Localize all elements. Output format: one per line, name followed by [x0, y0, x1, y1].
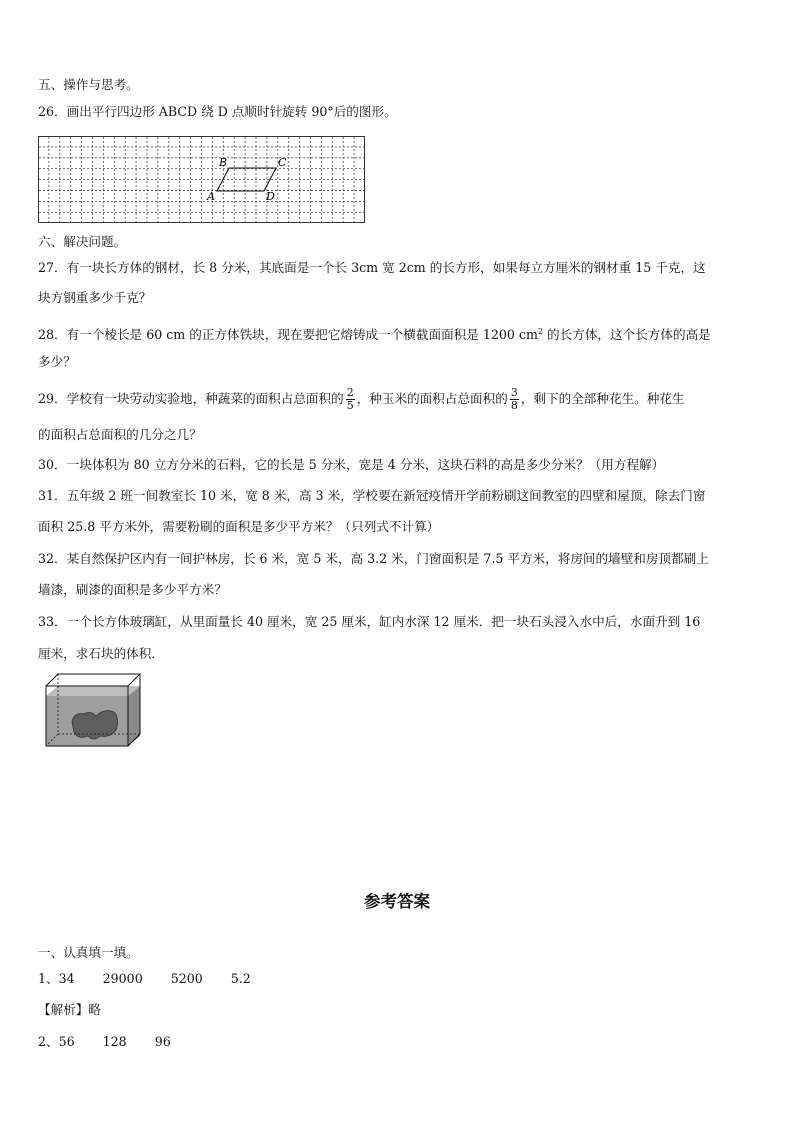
question-32-line-1 — [38, 550, 709, 568]
question-29-line-1 — [38, 382, 685, 416]
question-text: 一块体积为 80 立方分米的石料，它的长是 5 分米，宽是 4 分米，这块石料的高是多少分米？（用方程解） — [66, 457, 665, 472]
question-text: 有一个棱长是 60 cm 的正方体铁块，现在要把它熔铸成一个横截面面积是 1200 cm — [66, 327, 538, 343]
question-text: 一个长方体玻璃缸，从里面量长 40 厘米，宽 25 厘米，缸内水深 12 厘米．把一块石头浸入水中后，水面升到 16 — [66, 614, 701, 629]
question-33-line-1 — [38, 613, 700, 631]
answer-value: 29000 — [102, 971, 143, 986]
question-32-line-2: 墙漆，刷漆的面积是多少平方米？ — [38, 582, 227, 597]
superscript: 2 — [537, 327, 544, 336]
question-number: 32． — [38, 551, 67, 566]
vertex-label-b: B — [219, 156, 228, 169]
answer-value: 34 — [58, 971, 75, 986]
water-surface — [46, 686, 140, 696]
answer-value: 128 — [102, 1034, 127, 1049]
question-number: 27． — [38, 260, 67, 275]
glass-tank-figure — [44, 672, 144, 750]
stone-shape — [72, 711, 118, 739]
question-number: 26． — [38, 104, 67, 119]
answer-1 — [38, 968, 251, 987]
answer-number: 2、 — [38, 1034, 59, 1049]
question-26 — [38, 103, 397, 121]
vertex-label-a: A — [207, 190, 215, 203]
question-text: 有一块长方体的钢材，长 8 分米，其底面是一个长 3cm 宽 2cm 的长方形，如果每立方厘米的钢材重 15 千克，这 — [66, 260, 706, 275]
answers-title: 参考答案 — [364, 892, 430, 911]
answers-section-heading: 一、认真填一填。 — [38, 945, 139, 960]
question-number: 31． — [38, 488, 67, 503]
grid-lines — [39, 137, 364, 222]
grid-figure — [38, 136, 366, 224]
question-text: 画出平行四边形 ABCD 绕 D 点顺时针旋转 90°后的图形。 — [66, 104, 397, 119]
question-text: 学校有一块劳动实验地，种蔬菜的面积占总面积的 — [66, 391, 344, 406]
question-number: 33． — [38, 614, 67, 629]
question-29-line-2: 的面积占总面积的几分之几？ — [38, 427, 202, 442]
section-6-heading: 六、解决问题。 — [38, 234, 127, 249]
question-number: 28． — [38, 327, 67, 343]
question-text-2: ，种玉米的面积占总面积的 — [356, 391, 508, 406]
answer-2 — [38, 1031, 171, 1050]
question-30 — [38, 456, 664, 474]
answer-value: 5.2 — [230, 971, 251, 986]
answer-number: 1、 — [38, 971, 59, 986]
answer-value: 5200 — [170, 971, 203, 986]
question-text: 五年级 2 班一间教室长 10 米，宽 8 米，高 3 米，学校要在新冠疫情开学前粉刷这间教室的四壁和屋顶，除去门窗 — [66, 488, 706, 503]
question-33-line-2: 厘米，求石块的体积． — [38, 646, 164, 661]
question-27-line-2: 块方钢重多少千克？ — [38, 290, 152, 305]
question-number: 30． — [38, 457, 67, 472]
question-text-3: ，剩下的全部种花生。种花生 — [520, 391, 685, 406]
question-number: 29． — [38, 391, 67, 406]
question-31-line-1 — [38, 487, 705, 505]
water-side — [128, 686, 140, 746]
vertex-label-c: C — [278, 156, 287, 169]
question-28-line-1 — [38, 323, 711, 344]
question-text: 某自然保护区内有一间护林房，长 6 米，宽 5 米，高 3.2 米，门窗面积是 7.5 平方米，将房间的墙壁和房顶都刷上 — [66, 551, 709, 566]
question-27-line-1 — [38, 259, 706, 277]
fraction-2-5: $\frac{2}{5}$ — [346, 386, 354, 412]
answer-value: 56 — [58, 1034, 75, 1049]
question-28-line-2: 多少？ — [38, 354, 76, 369]
question-text-cont: 的长方体，这个长方体的高是 — [543, 327, 711, 343]
fraction-3-8: $\frac{3}{8}$ — [510, 386, 518, 412]
answer-1-note: 【解析】略 — [38, 1002, 101, 1017]
answer-value: 96 — [154, 1034, 171, 1049]
section-5-heading: 五、操作与思考。 — [38, 77, 139, 92]
question-31-line-2: 面积 25.8 平方米外，需要粉刷的面积是多少平方米？（只列式不计算） — [38, 519, 440, 534]
vertex-label-d: D — [266, 190, 275, 203]
